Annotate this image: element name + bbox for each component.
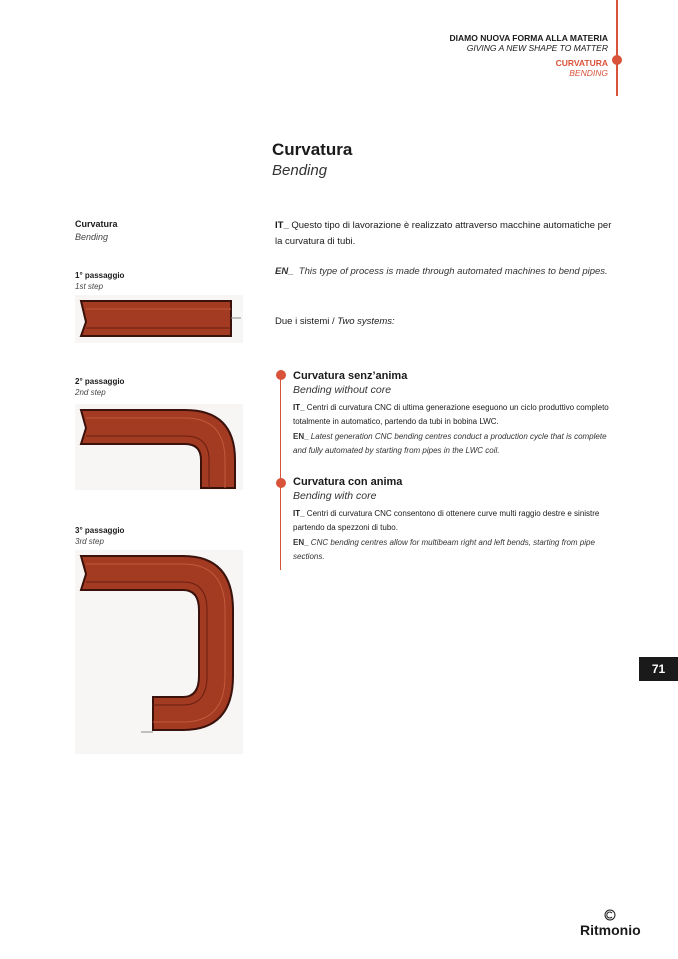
brand-logo-icon: [604, 909, 616, 921]
header-tagline-en: GIVING A NEW SHAPE TO MATTER: [466, 43, 608, 53]
intro-en-text: This type of process is made through automated machines to bend pipes.: [298, 266, 608, 277]
system-2-en-tag: EN_: [293, 538, 309, 547]
system-2-en-body: CNC bending centres allow for multibeam right and left bends, starting from pipe sections.: [293, 538, 595, 561]
step-2-label: 2° passaggio: [75, 377, 125, 386]
header-tagline-it: DIAMO NUOVA FORMA ALLA MATERIA: [449, 33, 608, 43]
step-3-pipe-image: [75, 550, 243, 754]
system-1-en-tag: EN_: [293, 432, 309, 441]
system-1-it-text: [293, 401, 617, 429]
two-systems-it: Due i sistemi /: [275, 316, 338, 327]
intro-it-text: Questo tipo di lavorazione è realizzato attraverso macchine automatiche per la curvatura di tubi.: [275, 220, 612, 247]
sidebar-label-it: Curvatura: [75, 219, 118, 229]
timeline-dot-1: [276, 370, 286, 380]
system-1-it-body: Centri di curvatura CNC di ultima generazione eseguono un ciclo produttivo completo totalmente in automatico, partendo da tubi in bobina LWC.: [293, 403, 609, 426]
system-2-it-tag: IT_: [293, 509, 305, 518]
system-1-en-text: [293, 430, 617, 458]
step-1-sublabel: 1st step: [75, 282, 104, 291]
intro-it-tag: IT_: [275, 220, 289, 231]
system-1-title: Curvatura senz’anima: [293, 370, 408, 382]
header-section-en: BENDING: [569, 68, 608, 78]
system-1-en-body: Latest generation CNC bending centres conduct a production cycle that is complete and fully automated by starting from pipes in the LWC coil.: [293, 432, 607, 455]
page-title: Curvatura: [272, 140, 353, 159]
step-1-pipe-image: [75, 295, 243, 343]
step-2-sublabel: 2nd step: [75, 388, 106, 397]
two-systems-en: Two systems:: [337, 316, 395, 327]
header-divider-line: [616, 0, 618, 96]
step-3-sublabel: 3rd step: [75, 537, 104, 546]
system-2-it-body: Centri di curvatura CNC consentono di ottenere curve multi raggio destre e sinistre partendo da spezzoni di tubo.: [293, 509, 600, 532]
system-1-subtitle: Bending without core: [293, 384, 392, 396]
page-number: 71: [639, 657, 678, 681]
intro-it-paragraph: [275, 218, 617, 250]
step-3-label: 3° passaggio: [75, 526, 125, 535]
step-2-pipe-image: [75, 404, 243, 490]
intro-en-paragraph: [275, 264, 617, 280]
system-2-subtitle: Bending with core: [293, 490, 377, 502]
section-marker-dot: [612, 55, 622, 65]
step-1-label: 1° passaggio: [75, 271, 125, 280]
timeline-dot-2: [276, 478, 286, 488]
intro-en-tag: EN_: [275, 266, 294, 277]
system-2-title: Curvatura con anima: [293, 476, 403, 488]
system-1-it-tag: IT_: [293, 403, 305, 412]
page-subtitle: Bending: [272, 162, 328, 179]
two-systems-line: [275, 314, 617, 330]
sidebar-label-en: Bending: [75, 232, 109, 242]
header-section-it: CURVATURA: [555, 58, 608, 68]
system-2-it-text: [293, 507, 617, 535]
timeline-line: [280, 370, 281, 570]
brand-logo-text: Ritmonio: [580, 922, 641, 938]
system-2-en-text: [293, 536, 617, 564]
